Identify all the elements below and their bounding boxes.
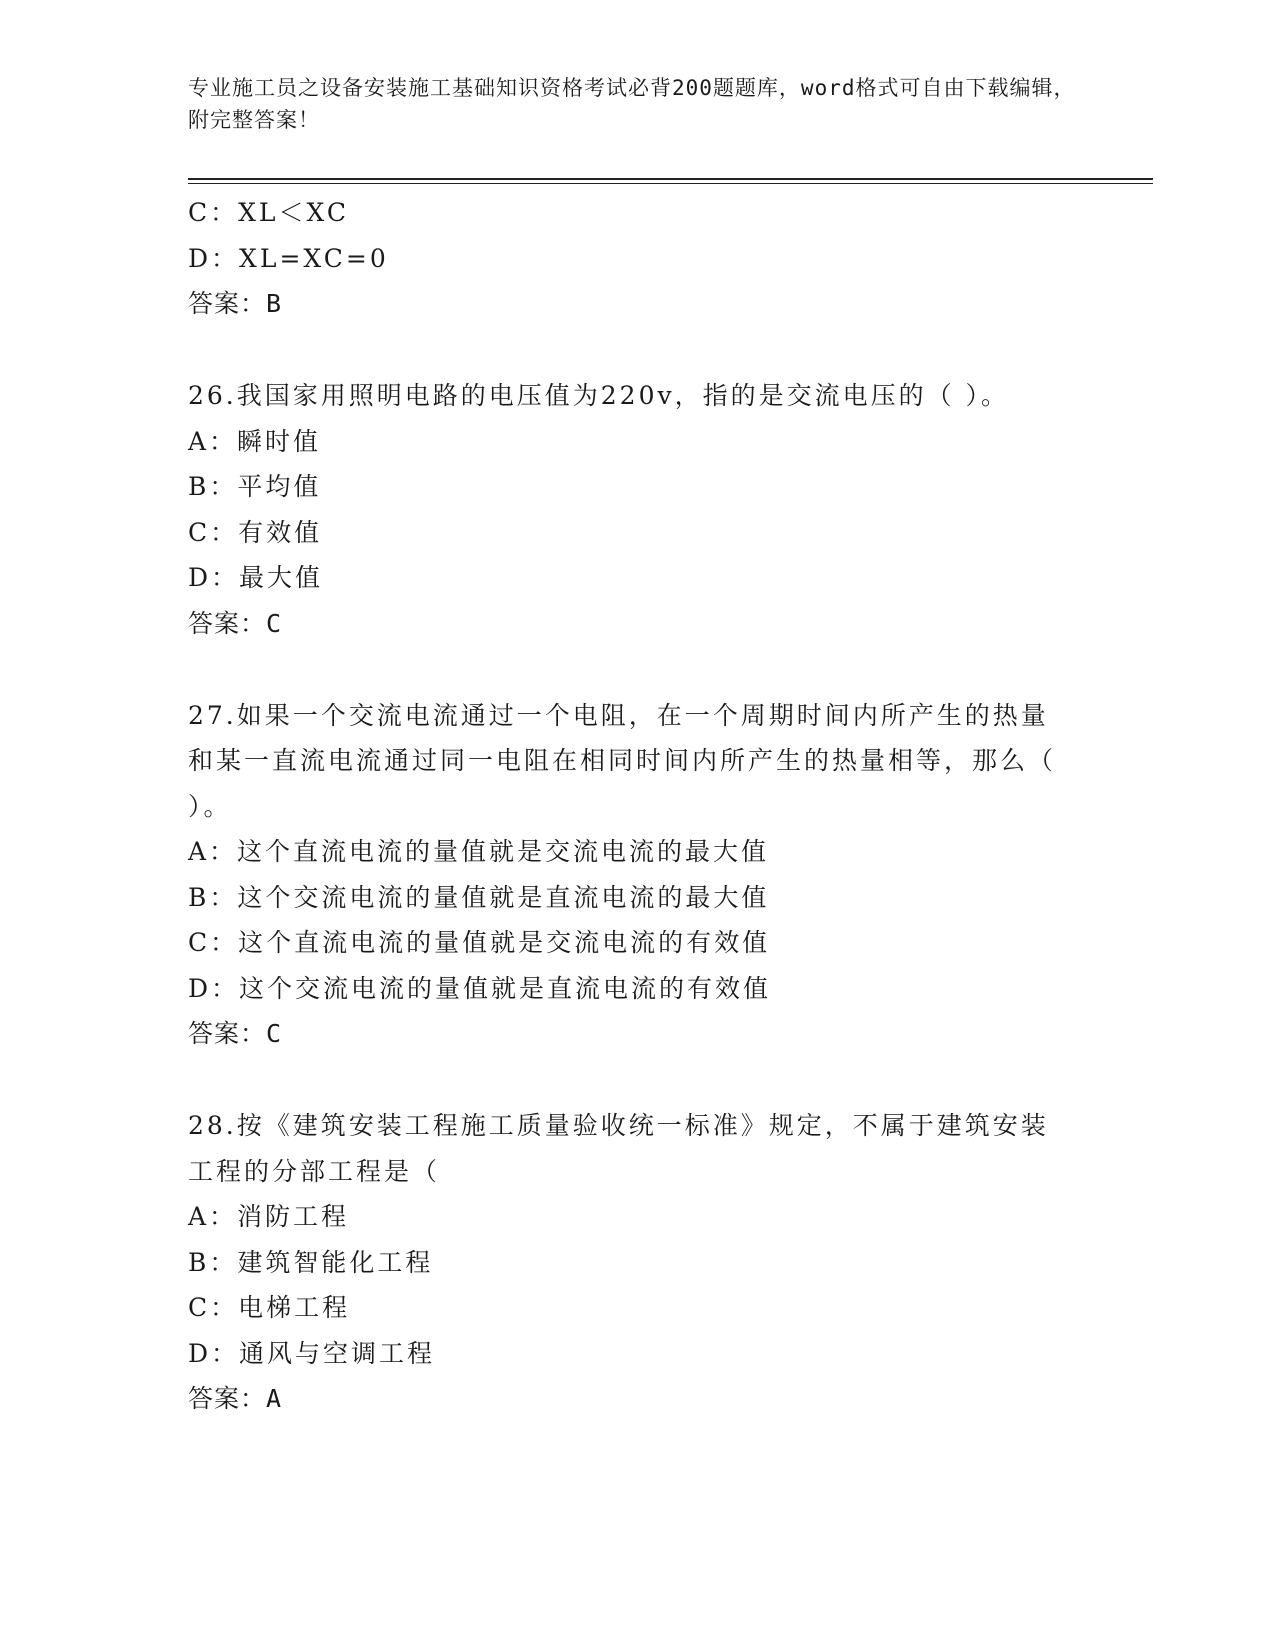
page-header: 专业施工员之设备安装施工基础知识资格考试必背200题题库，word格式可自由下载编辑，附完整答案！ bbox=[188, 76, 1076, 132]
question-text: 28.按《建筑安装工程施工质量验收统一标准》规定，不属于建筑安装工程的分部工程是（ bbox=[188, 1111, 1049, 1186]
answer-line: 答案：A bbox=[188, 1384, 283, 1413]
option-d: D：最大值 bbox=[188, 563, 324, 592]
spacer bbox=[188, 647, 1088, 693]
spacer bbox=[188, 1057, 1088, 1103]
option-d: D：XL=XC=0 bbox=[188, 243, 389, 273]
header-divider-thin bbox=[188, 183, 1153, 184]
question-text: 27.如果一个交流电流通过一个电阻，在一个周期时间内所产生的热量和某一直流电流通过同一电阻在相同时间内所产生的热量相等，那么（ ）。 bbox=[188, 700, 1057, 821]
option-c: C：这个直流电流的量值就是交流电流的有效值 bbox=[188, 928, 771, 957]
option-b: B：建筑智能化工程 bbox=[188, 1247, 434, 1277]
option-d: D：通风与空调工程 bbox=[188, 1338, 436, 1368]
header-divider-thick bbox=[188, 178, 1153, 180]
option-a: A：这个直流电流的量值就是交流电流的最大值 bbox=[188, 837, 770, 866]
answer-line: 答案：C bbox=[188, 608, 283, 638]
question-26 bbox=[188, 373, 1088, 647]
answer-line: 答案：C bbox=[188, 1019, 283, 1048]
option-d: D：这个交流电流的量值就是直流电流的有效值 bbox=[188, 973, 772, 1003]
answer-line: 答案：B bbox=[188, 289, 283, 318]
option-a: A：消防工程 bbox=[188, 1202, 350, 1231]
option-c: C：XL＜XC bbox=[188, 198, 350, 227]
question-28 bbox=[188, 1103, 1088, 1422]
option-a: A：瞬时值 bbox=[188, 426, 322, 456]
question-list bbox=[188, 190, 1088, 1422]
question-27 bbox=[188, 693, 1088, 1058]
option-b: B：这个交流电流的量值就是直流电流的最大值 bbox=[188, 882, 770, 912]
partial-question-25 bbox=[188, 190, 1088, 327]
option-c: C：有效值 bbox=[188, 517, 323, 547]
question-text: 26.我国家用照明电路的电压值为220v，指的是交流电压的（ ）。 bbox=[188, 381, 1010, 410]
option-c: C：电梯工程 bbox=[188, 1293, 351, 1322]
spacer bbox=[188, 327, 1088, 373]
option-b: B：平均值 bbox=[188, 472, 322, 501]
